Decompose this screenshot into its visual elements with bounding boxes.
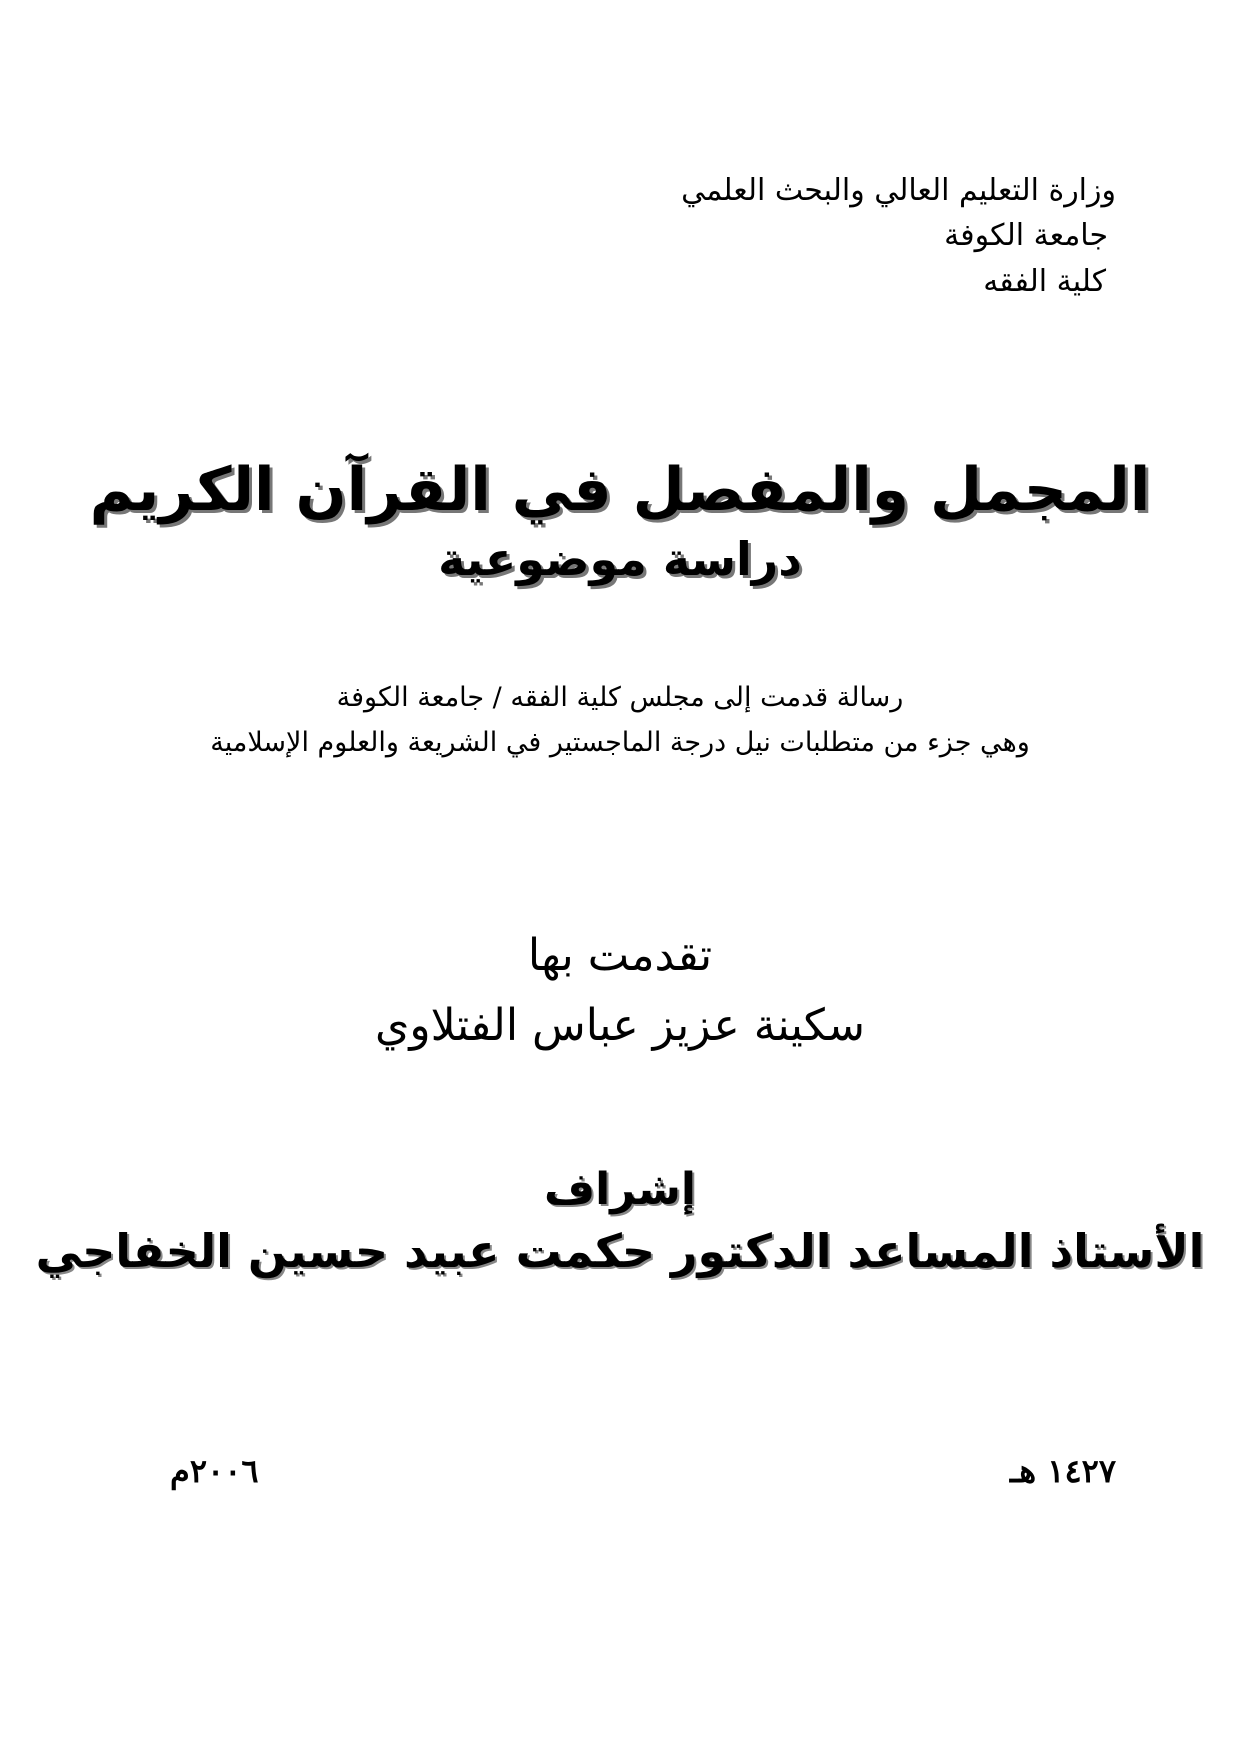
- thesis-subtitle: دراسة موضوعية: [438, 532, 802, 586]
- presented-by-label: تقدمت بها: [527, 930, 713, 981]
- university-line: جامعة الكوفة: [944, 218, 1108, 253]
- supervisor-name: الأستاذ المساعد الدكتور حكمت عبيد حسين الخفاجي: [35, 1224, 1205, 1278]
- gregorian-date: ٢٠٠٦م: [170, 1452, 259, 1490]
- supervision-label: إشراف: [544, 1164, 696, 1215]
- thesis-title: المجمل والمفصل في القرآن الكريم: [89, 455, 1151, 525]
- submission-line-1: رسالة قدمت إلى مجلس كلية الفقه / جامعة الكوفة: [336, 682, 904, 713]
- author-name: سكينة عزيز عباس الفتلاوي: [374, 1000, 866, 1051]
- submission-line-2: وهي جزء من متطلبات نيل درجة الماجستير في الشريعة والعلوم الإسلامية: [210, 727, 1030, 758]
- ministry-line: وزارة التعليم العالي والبحث العلمي: [681, 173, 1116, 208]
- hijri-date: ١٤٢٧ هـ: [1009, 1452, 1116, 1490]
- faculty-line: كلية الفقه: [983, 264, 1106, 299]
